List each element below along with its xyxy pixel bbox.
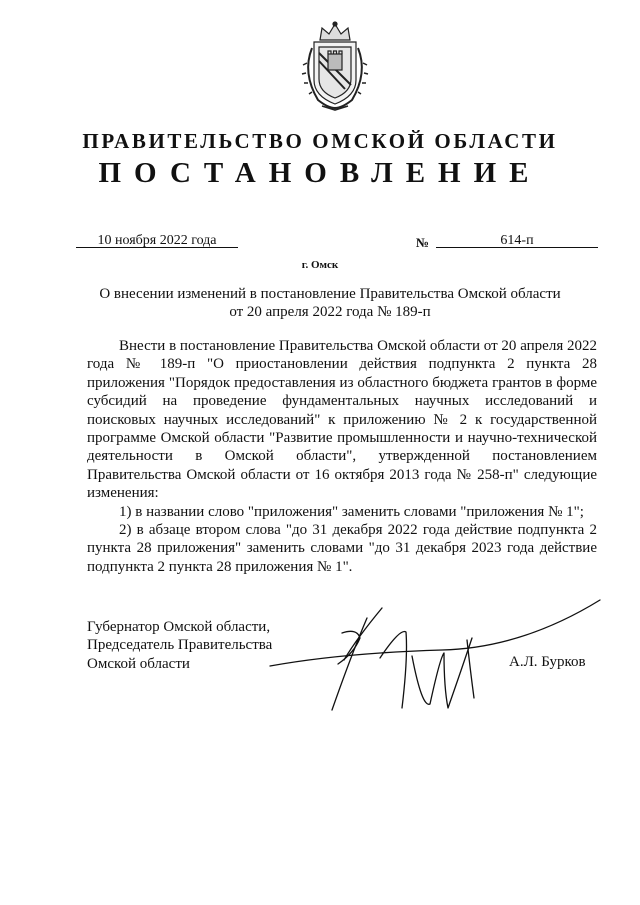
organization-title: ПРАВИТЕЛЬСТВО ОМСКОЙ ОБЛАСТИ [82, 129, 558, 153]
number-sign: № [416, 235, 430, 250]
position-line-2: Председатель Правительства [87, 637, 273, 654]
signatory-position [87, 618, 272, 673]
body-item-2: 2) в абзаце втором слова "до 31 декабря 2022 года действие подпункта 2 пункта 28 приложения" заменить словами "до 31 декабря 2023 года действие подпункта 2 пункта 28 приложения № 1". [87, 522, 597, 575]
date-underline [76, 247, 238, 248]
body-paragraph-intro: Внести в постановление Правительства Омской области от 20 апреля 2022 года № 189-п "О приостановлении действия подпункта 2 пункта 28 приложения "Порядок предоставления из областного бюджета грантов в форме субсидий на проведение фундаментальных научных исследований и поисковых научных исследований" к приложению № 2 к государственной программе Омской области "Развитие промышленности и научно-технической деятельности в Омской области", утвержденной постановлением Правительства Омской области от 16 октября 2013 года № 258-п" следующие изменения: [87, 338, 597, 502]
city-label: г. Омск [301, 259, 339, 271]
document-subject [90, 285, 570, 321]
document-number: 614-п [500, 233, 534, 248]
number-underline [436, 247, 598, 248]
body-item-1: 1) в названии слово "приложения" заменить словами "приложения № 1"; [119, 503, 584, 520]
subject-line-1: О внесении изменений в постановление Правительства Омской области [99, 286, 561, 302]
signatory-name: А.Л. Бурков [509, 654, 586, 670]
position-line-1: Губернатор Омской области, [87, 619, 271, 635]
position-line-3: Омской области [87, 655, 190, 672]
document-date: 10 ноября 2022 года [97, 233, 217, 248]
document-type-title: ПОСТАНОВЛЕНИЕ [98, 157, 542, 189]
subject-line-2: от 20 апреля 2022 года № 189-п [229, 304, 431, 320]
coat-of-arms-emblem [298, 18, 372, 112]
document-body [87, 337, 597, 576]
